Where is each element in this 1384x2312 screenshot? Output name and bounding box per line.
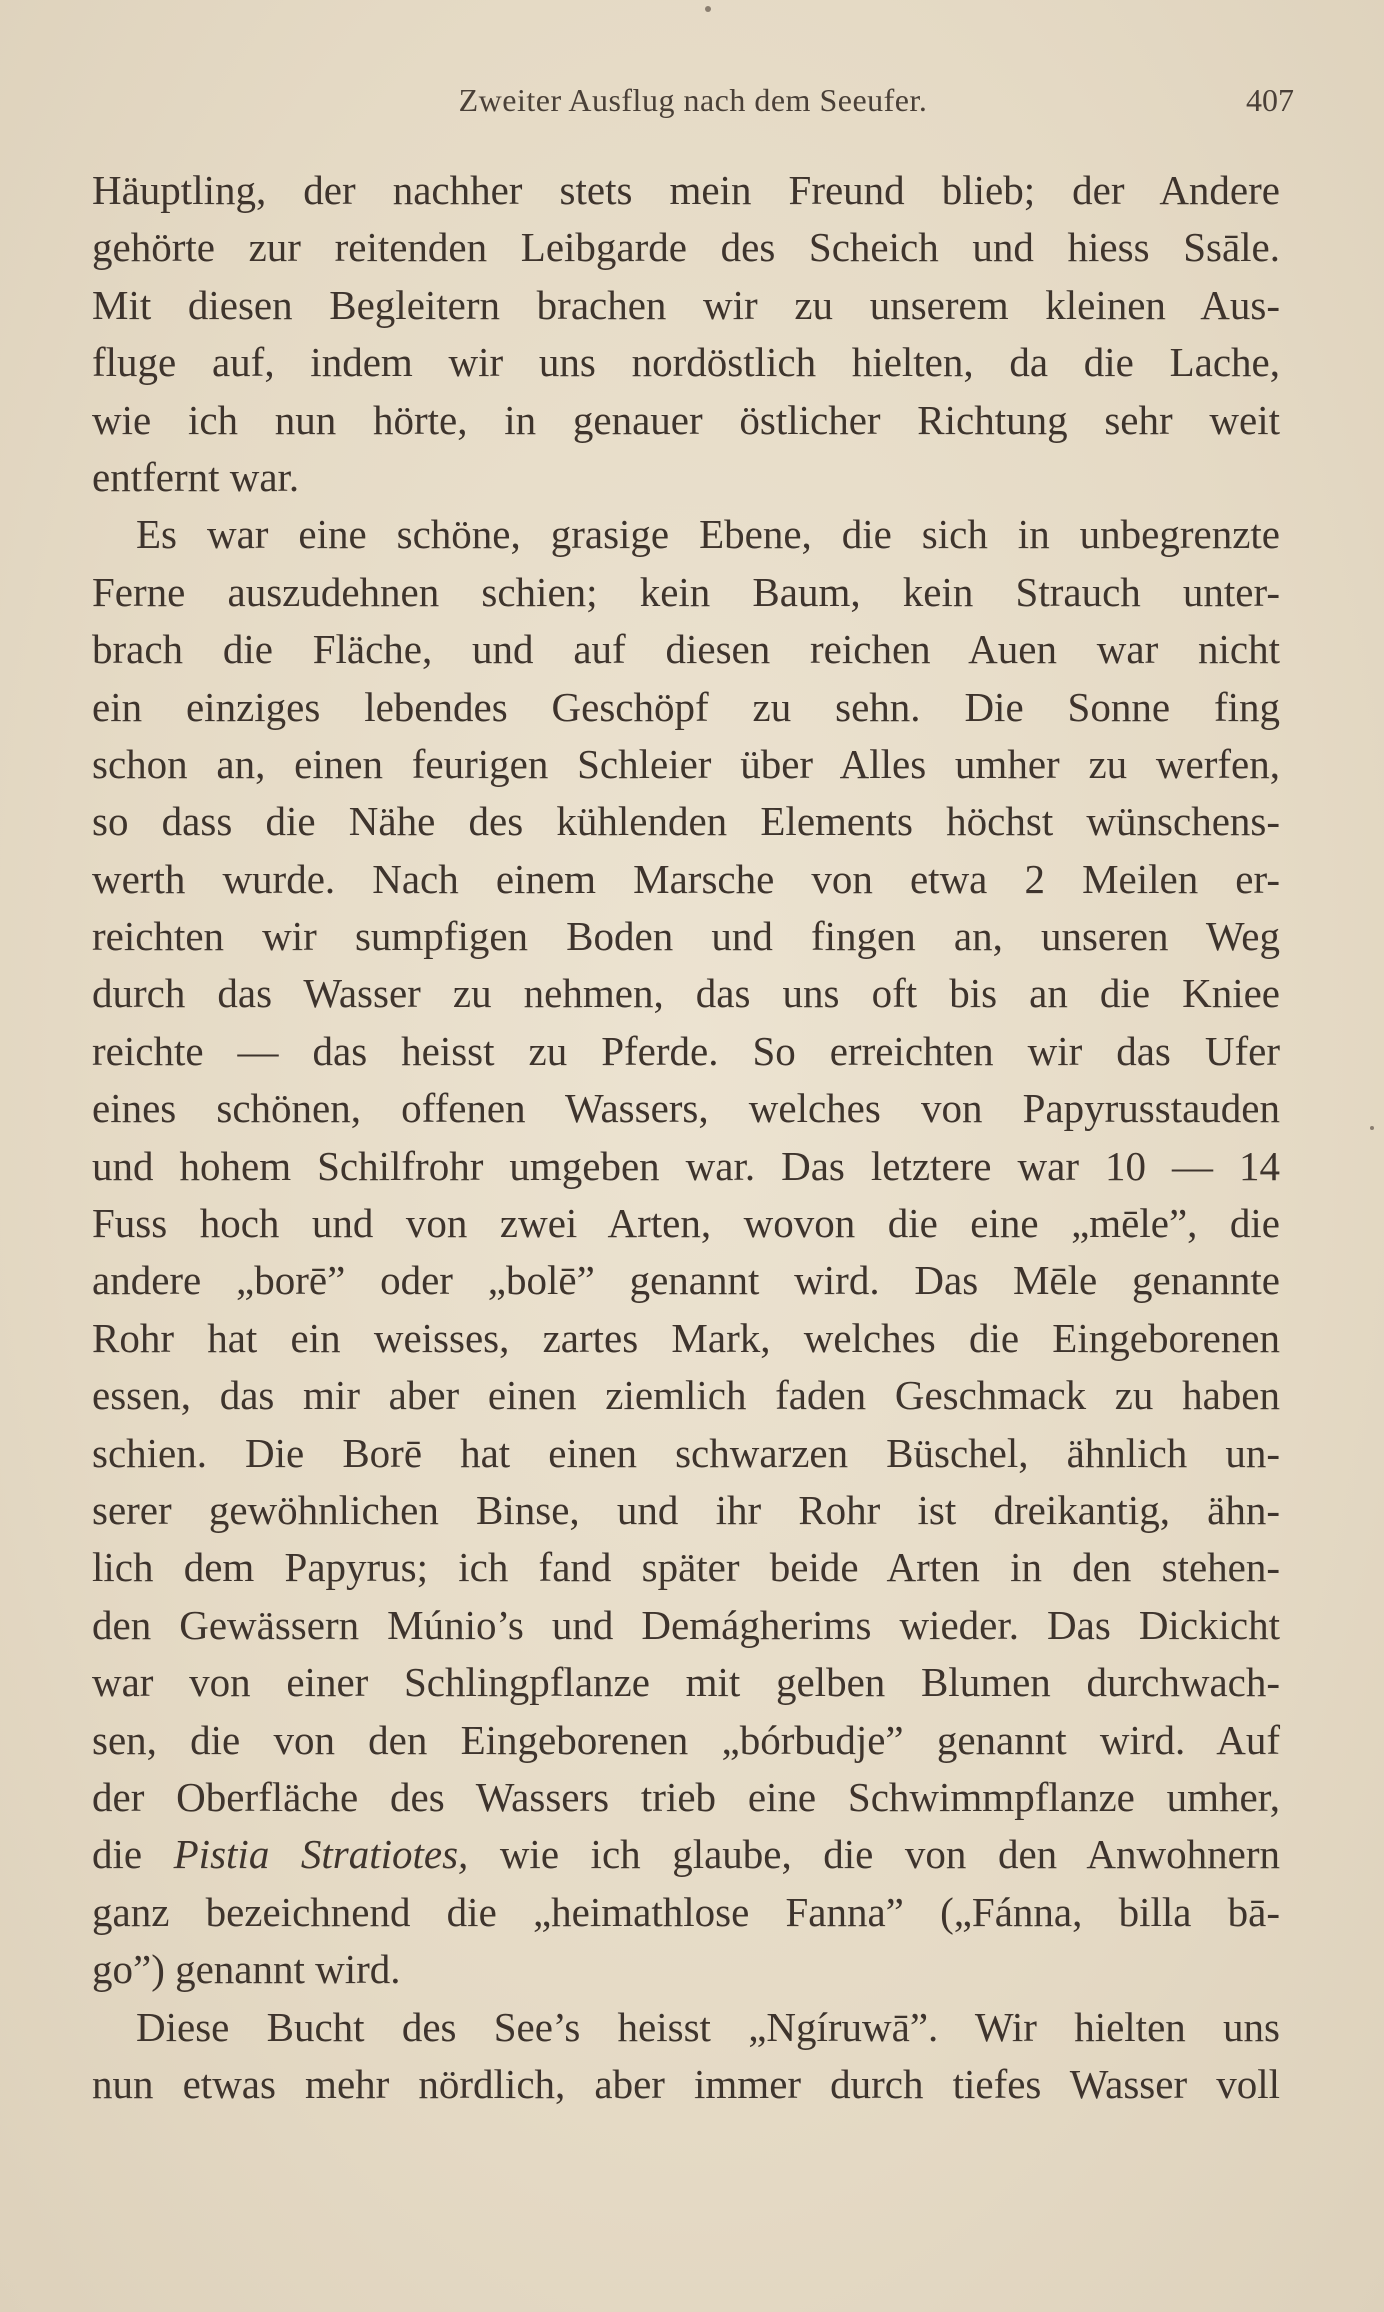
- text-line: Häuptling, der nachher stets mein Freund blieb; der Andere: [92, 167, 1280, 213]
- running-title: Zweiter Ausflug nach dem Seeufer.: [458, 82, 928, 118]
- text-line: so dass die Nähe des kühlenden Elements höchst wünschens-: [92, 798, 1280, 845]
- text-line: nun etwas mehr nördlich, aber immer durch tiefes Wasser voll: [92, 2060, 1280, 2107]
- text-line: durch das Wasser zu nehmen, das uns oft bis an die Kniee: [92, 970, 1280, 1017]
- text-line: entfernt war.: [92, 453, 300, 500]
- body-text: [92, 162, 1280, 2113]
- page-header: [92, 82, 1294, 132]
- text-line: fluge auf, indem wir uns nordöstlich hielten, da die Lache,: [92, 339, 1280, 386]
- text-line-with-italic: die Pistia Stratiotes, wie ich glaube, die von den Anwohnern: [92, 1831, 1280, 1878]
- text-line: Rohr hat ein weisses, zartes Mark, welches die Eingeborenen: [92, 1314, 1280, 1361]
- text-line: Diese Bucht des See’s heisst „Ngíruwā”. Wir hielten uns: [136, 2003, 1280, 2050]
- text-line: andere „borē” oder „bolē” genannt wird. Das Mēle genannte: [92, 1257, 1280, 1304]
- print-speck: [1370, 1126, 1374, 1130]
- text-line: Ferne auszudehnen schien; kein Baum, kein Strauch unter-: [92, 568, 1280, 615]
- text-line: reichte — das heisst zu Pferde. So erreichten wir das Ufer: [92, 1027, 1280, 1074]
- page-number: 407: [1246, 82, 1294, 118]
- text-line: eines schönen, offenen Wassers, welches von Papyrusstauden: [92, 1085, 1280, 1132]
- text-line: lich dem Papyrus; ich fand später beide Arten in den stehen-: [92, 1544, 1280, 1591]
- text-line: der Oberfläche des Wassers trieb eine Schwimmpflanze umher,: [92, 1773, 1280, 1820]
- text-line: sen, die von den Eingeborenen „bórbudje” genannt wird. Auf: [92, 1716, 1280, 1763]
- text-line: werth wurde. Nach einem Marsche von etwa 2 Meilen er-: [92, 855, 1280, 902]
- text-line: Mit diesen Begleitern brachen wir zu unserem kleinen Aus-: [92, 281, 1280, 328]
- text-line: reichten wir sumpfigen Boden und fingen an, unseren Weg: [92, 913, 1280, 960]
- text-line: ein einziges lebendes Geschöpf zu sehn. Die Sonne fing: [92, 683, 1280, 730]
- text-line: Fuss hoch und von zwei Arten, wovon die eine „mēle”, die: [92, 1200, 1280, 1247]
- text-line: war von einer Schlingpflanze mit gelben Blumen durchwach-: [92, 1659, 1280, 1706]
- text-line: schien. Die Borē hat einen schwarzen Büschel, ähnlich un-: [92, 1429, 1280, 1476]
- text-line: go”) genannt wird.: [92, 1946, 401, 1993]
- print-speck: [705, 6, 711, 12]
- text-line: wie ich nun hörte, in genauer östlicher Richtung sehr weit: [92, 396, 1280, 443]
- text-line: schon an, einen feurigen Schleier über Alles umher zu werfen,: [92, 740, 1280, 787]
- text-line: essen, das mir aber einen ziemlich faden Geschmack zu haben: [92, 1372, 1280, 1419]
- text-line: Es war eine schöne, grasige Ebene, die sich in unbegrenzte: [136, 511, 1280, 558]
- species-name: Pistia Stratiotes,: [173, 1831, 469, 1878]
- text-line: und hohem Schilfrohr umgeben war. Das letztere war 10 — 14: [92, 1142, 1280, 1189]
- text-line: ganz bezeichnend die „heimathlose Fanna” („Fánna, billa bā-: [92, 1888, 1280, 1935]
- text-line: gehörte zur reitenden Leibgarde des Scheich und hiess Ssāle.: [92, 224, 1280, 271]
- text-line: den Gewässern Múnio’s und Demágherims wieder. Das Dickicht: [92, 1601, 1280, 1648]
- text-line: serer gewöhnlichen Binse, und ihr Rohr ist dreikantig, ähn-: [92, 1486, 1280, 1533]
- text-line: brach die Fläche, und auf diesen reichen Auen war nicht: [92, 626, 1280, 673]
